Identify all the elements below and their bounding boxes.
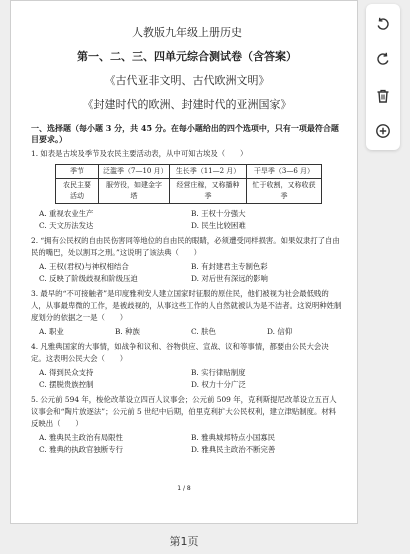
answer-options xyxy=(31,367,343,391)
page-toolbar xyxy=(366,4,400,150)
answer-options xyxy=(31,261,343,285)
question-stem: 3. 最早的“不可接触者”是印度雅利安人建立国家时征服的原住民，他们被视为社会最低贱的人，从事最卑微的工作，是被歧视的，从事这些工作的人自然就被认为是不洁者。这说明种姓制度划分的依据之一是（ ） xyxy=(31,289,342,322)
rotate-right-icon xyxy=(375,51,391,67)
doc-title-test: 第一、二、三、四单元综合测试卷（含答案） xyxy=(77,50,297,63)
option-a: A. 雅典民主政治有局限性 xyxy=(39,433,123,442)
option-b: B. 实行律贴制度 xyxy=(191,368,246,377)
option-d: D. 民生比较困难 xyxy=(191,221,246,230)
option-a: A. 职业 xyxy=(39,327,64,336)
question-2 xyxy=(31,235,343,285)
doc-title-grade: 人教版九年级上册历史 xyxy=(132,26,242,39)
table-cell: 忙于收割，又称收获季 xyxy=(247,179,322,204)
option-c: C. 雅典的执政官独断专行 xyxy=(39,445,123,454)
table-cell: 季节 xyxy=(56,165,99,179)
question-stem: 1. 如表是古埃及季节及农民主要活动表，从中可知古埃及（ ） xyxy=(31,149,248,158)
doc-subtitle-2: 《封建时代的欧洲、封建时代的亚洲国家》 xyxy=(82,98,292,111)
answer-options xyxy=(31,432,343,456)
table-cell: 经营庄稼，又称播种季 xyxy=(170,179,247,204)
option-d: D. 权力十分广泛 xyxy=(191,380,246,389)
option-a: A. 重视农业生产 xyxy=(39,209,94,218)
table-cell: 泛滥季（7—10 月） xyxy=(99,165,170,179)
add-page-button[interactable] xyxy=(371,119,395,143)
document-page xyxy=(10,0,358,524)
option-c: C. 肤色 xyxy=(191,327,216,336)
page-indicator: 第1页 xyxy=(169,535,199,548)
option-d: D. 对后世有深远的影响 xyxy=(191,274,268,283)
section-heading: 一、选择题（每小题 3 分，共 45 分。在每小题给出的四个选项中，只有一项最符合题目要求。） xyxy=(31,123,339,144)
option-b: B. 雅典城邦特点小国寡民 xyxy=(191,433,276,442)
question-3 xyxy=(31,288,343,338)
question-5 xyxy=(31,394,343,456)
option-d: D. 信仰 xyxy=(267,327,293,336)
table-cell: 农民主要活动 xyxy=(56,179,99,204)
answer-options xyxy=(31,326,343,338)
option-c: C. 天文历法发达 xyxy=(39,221,94,230)
rotate-left-icon xyxy=(375,16,391,32)
season-table xyxy=(55,164,322,204)
question-4 xyxy=(31,341,343,391)
option-b: B. 王权十分强大 xyxy=(191,209,246,218)
answer-options xyxy=(31,208,343,232)
rotate-right-button[interactable] xyxy=(371,47,395,71)
add-circle-icon xyxy=(375,123,391,139)
option-d: D. 雅典民主政治不断完善 xyxy=(191,445,276,454)
delete-button[interactable] xyxy=(371,84,395,108)
option-b: B. 有封建君主专制色彩 xyxy=(191,262,268,271)
page-number: 1 / 8 xyxy=(177,485,191,492)
table-cell: 服劳役，如建金字塔 xyxy=(99,179,170,204)
option-a: A. 王权(君权)与神权相结合 xyxy=(39,262,129,271)
option-c: C. 反映了阶级歧视和阶级压迫 xyxy=(39,274,138,283)
question-1 xyxy=(31,148,343,232)
table-cell: 生长季（11—2 月） xyxy=(170,165,247,179)
rotate-left-button[interactable] xyxy=(371,12,395,36)
table-row xyxy=(56,165,322,179)
table-cell: 干旱季（3—6 月） xyxy=(247,165,322,179)
option-c: C. 摆脱贵族控制 xyxy=(39,380,94,389)
option-b: B. 种族 xyxy=(115,327,140,336)
option-a: A. 得到民众支持 xyxy=(39,368,94,377)
table-row xyxy=(56,179,322,204)
question-stem: 5. 公元前 594 年，梭伦改革设立四百人议事会；公元前 509 年，克利斯提尼改革设立五百人议事会和“陶片放逐法”；公元前 5 世纪中后期，伯里克利扩大公民权利，建立津贴制度。材料反映出（ ） xyxy=(31,395,337,428)
question-stem: 2. “拥有公民权的自由民伤害同等地位的自由民的眼睛，必须遭受同样损害。如果奴隶打了自由民的嘴巴，处以割耳之刑。”这说明了该法典（ ） xyxy=(31,236,340,257)
trash-icon xyxy=(375,88,391,104)
question-stem: 4. 凡雅典国家的大事情，如战争和议和、谷物供应、宣战、议和等事情，都要由公民大会决定。这表明公民大会（ ） xyxy=(31,342,329,363)
doc-subtitle-1: 《古代亚非文明、古代欧洲文明》 xyxy=(104,74,270,87)
